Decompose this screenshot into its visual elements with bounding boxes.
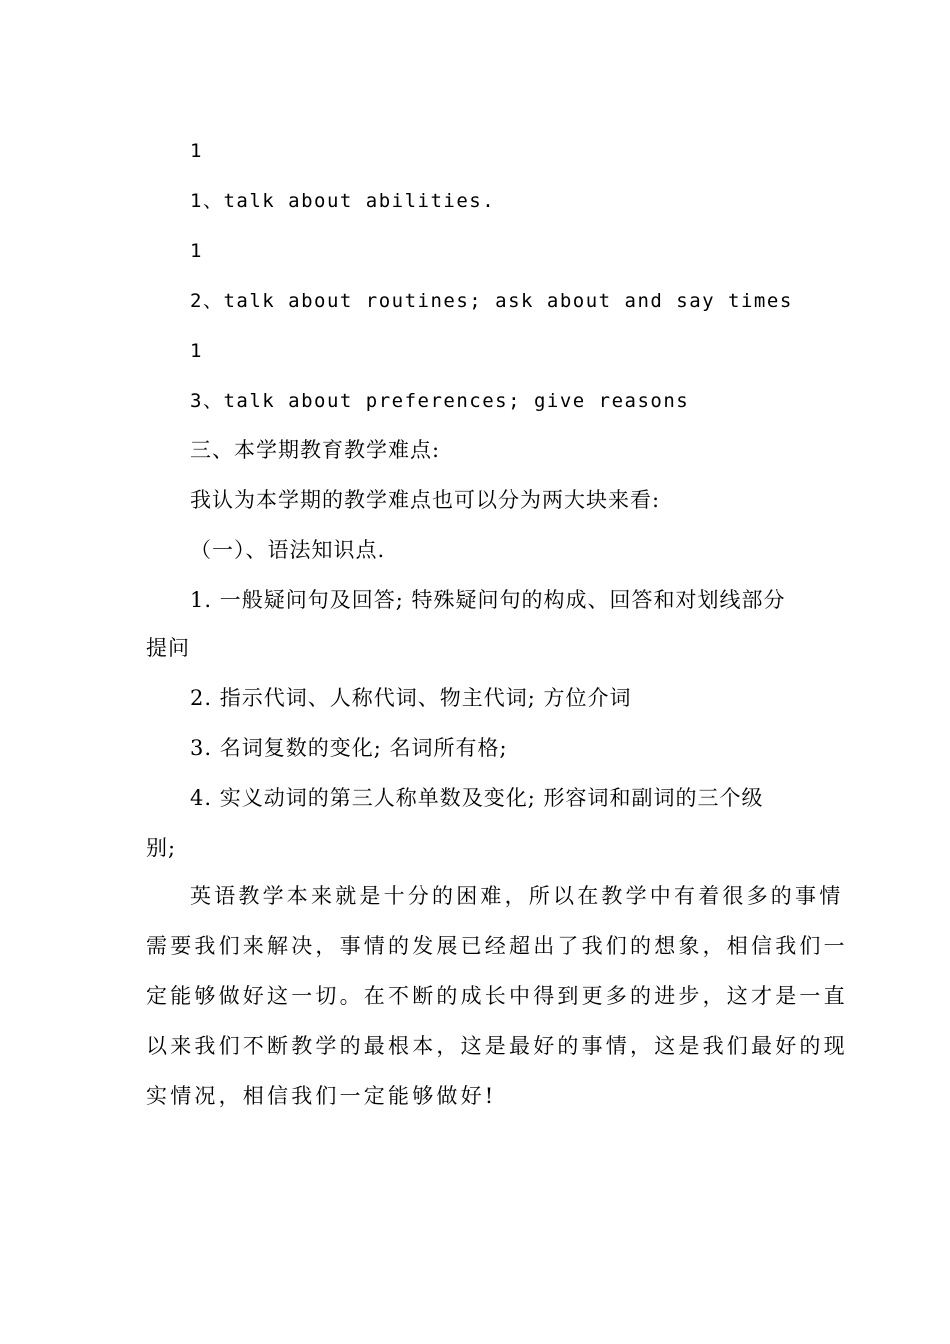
list-item-4: 4. 实义动词的第三人称单数及变化; 形容词和副词的三个级 [190, 786, 764, 810]
subsection-heading: （一）、语法知识点. [190, 538, 386, 562]
list-item-3: 3. 名词复数的变化; 名词所有格; [190, 736, 508, 760]
objective-item-3: 3、talk about preferences; give reasons [190, 390, 690, 412]
closing-paragraph-line: 定能够做好这一切。在不断的成长中得到更多的进步，这才是一直 [146, 984, 848, 1008]
closing-paragraph-line: 以来我们不断教学的最根本，这是最好的事情，这是我们最好的现 [146, 1034, 848, 1058]
closing-paragraph-line: 实情况，相信我们一定能够做好! [146, 1084, 497, 1108]
closing-paragraph-line: 英语教学本来就是十分的困难，所以在教学中有着很多的事情 [190, 884, 844, 908]
list-item-1: 1. 一般疑问句及回答; 特殊疑问句的构成、回答和对划线部分 [190, 588, 786, 612]
objective-item-1: 1、talk about abilities. [190, 190, 496, 212]
list-item-2: 2. 指示代词、人称代词、物主代词; 方位介词 [190, 686, 632, 710]
page-marker: 1 [190, 240, 203, 262]
list-item-1-continuation: 提问 [146, 636, 190, 660]
paragraph-line: 我认为本学期的教学难点也可以分为两大块来看: [190, 488, 661, 512]
section-heading: 三、本学期教育教学难点: [190, 438, 441, 462]
page-marker: 1 [190, 340, 203, 362]
objective-item-2: 2、talk about routines; ask about and say times [190, 290, 793, 312]
list-item-4-continuation: 别; [146, 836, 177, 860]
closing-paragraph-line: 需要我们来解决，事情的发展已经超出了我们的想象，相信我们一 [146, 934, 848, 958]
page-marker: 1 [190, 140, 203, 162]
